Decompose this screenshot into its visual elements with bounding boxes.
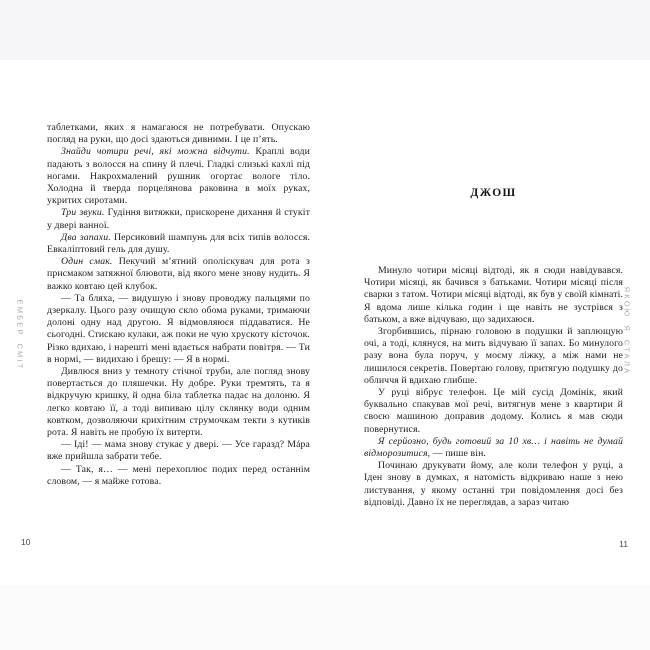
- italic-text-segment: Один смак.: [61, 256, 113, 268]
- text-segment: — Іді! — мама знову стукає у двері. — Усе гаразд? Мáра вже прийшла забрати тебе.: [47, 439, 310, 463]
- text-segment: Минуло чотири місяці відтоді, як я сюди навідувався. Чотири місяці, як бачився з батьками. Чотири місяці після сварки з татом. Чотири місяці відтоді, як був у своїй кімнаті. Я вдома лише кілька годин і ще навіть не зустрівся з батьком, а вже відчуваю, що задихаюся.: [364, 265, 624, 325]
- text-segment: Починаю друкувати йому, але коли телефон у руці, а Іден знову в думках, я натомість відкриваю наше з нею листування, у якому останні три повідомлення досі без відповіді. Давно їх не переглядав, а зараз читаю: [364, 460, 623, 508]
- paragraph: [47, 207, 310, 231]
- text-segment: — пише він.: [430, 448, 486, 460]
- right-page-text: [364, 265, 623, 509]
- title-running-head: ЯКОЮ Я СТАЛА: [622, 286, 632, 376]
- paragraph: [364, 387, 623, 436]
- paragraph: [47, 439, 310, 463]
- paragraph: [47, 122, 310, 146]
- text-segment: Персиковий шампунь для всіх типів волосся. Евкаліптовий гель для душу.: [47, 231, 310, 256]
- text-segment: Дивлюся вниз у темноту стічної труби, але погляд знову повертається до пляшечки. Ну добре. Руки тремтять, та я відкручую кришку, й одна біла таблетка падає на долоню. Я легко ковтаю її, а тоді випиваю цілу склянку води одним ковтком, дозволяючи крихітним струмочкам текти з кутиків рота. Я навіть не пробую їх витерти.: [47, 366, 310, 439]
- paragraph: [364, 460, 623, 509]
- paragraph: [47, 293, 310, 366]
- author-running-head: ЕМБЕР СМІТ: [15, 299, 25, 371]
- paragraph: [47, 232, 310, 256]
- text-segment: — Та бляха, — видушую і знову проводжу пальцями по дзеркалу. Цього разу очищую скло обома руками, тримаючи долоні одну над другою. Я відмовляюся піддаватися. Не сьогодні. Стискаю кулаки, аж поки не чую хрускоту кісточок. Різко вдихаю, і нарешті мені вдається набрати повітря. — Ти в нормі, — видихаю і брешу: — Я в нормі.: [47, 292, 310, 365]
- background-band-top: [0, 0, 650, 60]
- text-segment: Згорбившись, пірнаю головою в подушки й заплющую очі, а тоді, клянуся, на мить відчуваю її запах. Бо минулого разу вона була поруч, у моєму ліжку, а між нами не лишилося секретів. Повертаю голову, притягую подушку до обличчя й вдихаю глибше.: [364, 326, 623, 386]
- text-segment: Краплі води падають з волосся на спину й плечі. Гладкі слизькі кахлі під ногами. Накрохмалений рушник огортає вологе тіло. Холодна й тверда порцелянова раковина в моїх руках, укритих сиротами.: [47, 146, 310, 207]
- italic-text-segment: Знайди чотири речі, які можна відчути.: [61, 146, 250, 158]
- paragraph: [364, 436, 623, 460]
- right-page-number: 11: [619, 539, 628, 549]
- italic-text-segment: Два запахи.: [61, 231, 111, 243]
- text-segment: Гудіння витяжки, прискорене дихання й стукіт у двері ванної.: [47, 207, 310, 231]
- text-segment: — Так, я… — мені перехоплює подих перед останнім словом, — я майже готова.: [47, 463, 310, 487]
- text-segment: Пекучий м’ятний ополіскувач для рота з присмаком затяжної блювоти, від якого мене знову нудить. Я важко ковтаю цей клубок.: [47, 256, 310, 292]
- paragraph: [47, 256, 310, 293]
- paragraph: [364, 265, 623, 326]
- paragraph: [47, 146, 310, 207]
- paragraph: [364, 326, 623, 387]
- left-page-text: [47, 122, 310, 488]
- paragraph: [47, 464, 310, 488]
- paragraph: [47, 366, 310, 439]
- text-segment: таблетками, яких я намагаюся не потребувати. Опускаю погляд на руки, що досі здаються дивними. І це п’ять.: [47, 122, 310, 146]
- background-band-bottom: [0, 585, 650, 650]
- left-page-number: 10: [21, 537, 31, 547]
- chapter-title: ДЖОШ: [470, 187, 517, 199]
- text-segment: У руці вібрує телефон. Це мій сусід Домінік, який буквально спакував мої речі, витягнув мене з квартири й своєю машиною доправив додому. Колись я мав сюди повернутися.: [364, 387, 623, 435]
- italic-text-segment: Я серйозно, будь готовий за 10 хв… і навіть не думай відморозитися,: [364, 435, 623, 460]
- italic-text-segment: Три звуки.: [61, 207, 105, 219]
